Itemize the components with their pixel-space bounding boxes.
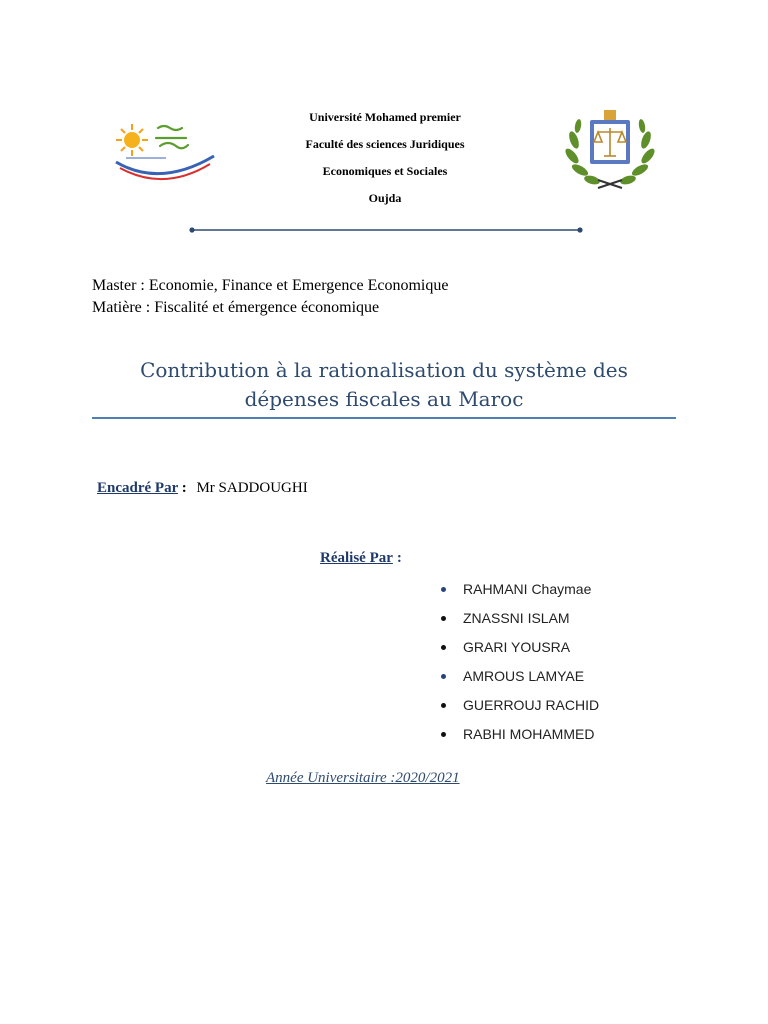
list-item: [432, 692, 599, 721]
sun-icon: [116, 124, 148, 156]
list-item: [432, 663, 599, 692]
ribbon-icon: [598, 180, 622, 188]
author-name: RAHMANI Chaymae: [463, 581, 592, 597]
university-logo: [110, 118, 222, 190]
list-item: [432, 721, 599, 750]
document-title: [92, 356, 676, 414]
authors-colon: :: [396, 550, 402, 566]
faculty-name-line2: Economiques et Sociales: [322, 164, 448, 178]
city-name: Oujda: [368, 191, 402, 205]
bullet-icon: [441, 587, 446, 592]
author-name: GRARI YOUSRA: [463, 639, 571, 655]
bullet-icon: [441, 645, 446, 650]
title-underline: [92, 417, 676, 419]
university-header: [240, 104, 530, 212]
arabic-lettering-icon: [156, 126, 188, 148]
faculty-name-line1: Faculté des sciences Juridiques: [305, 137, 465, 151]
swoosh-icon: [116, 156, 214, 179]
author-name: GUERROUJ RACHID: [463, 697, 600, 713]
supervisor-label: Encadré Par: [97, 480, 178, 496]
university-name: Université Mohamed premier: [309, 110, 461, 124]
author-name: RABHI MOHAMMED: [463, 726, 595, 742]
bullet-icon: [441, 616, 446, 621]
supervisor-line: [97, 480, 308, 497]
supervisor-name: Mr SADDOUGHI: [196, 480, 308, 496]
header-divider: [188, 222, 584, 238]
course-subject: Matière : Fiscalité et émergence économique: [92, 299, 380, 316]
bullet-icon: [441, 732, 446, 737]
authors-list: [432, 576, 599, 750]
author-name: AMROUS LAMYAE: [463, 668, 585, 684]
supervisor-colon: :: [177, 480, 187, 496]
master-program: Master : Economie, Finance et Emergence Economique: [92, 277, 449, 294]
list-item: [432, 634, 599, 663]
title-line-1: Contribution à la rationalisation du système des: [140, 358, 628, 382]
academic-year: Année Universitaire :2020/2021: [266, 770, 460, 786]
bullet-icon: [441, 674, 446, 679]
bullet-icon: [441, 703, 446, 708]
faculty-emblem: [560, 100, 660, 192]
title-line-2: dépenses fiscales au Maroc: [244, 387, 524, 411]
author-name: ZNASSNI ISLAM: [463, 610, 570, 626]
list-item: [432, 605, 599, 634]
list-item: [432, 576, 599, 605]
authors-heading: [320, 550, 402, 567]
authors-label: Réalisé Par: [320, 550, 393, 566]
